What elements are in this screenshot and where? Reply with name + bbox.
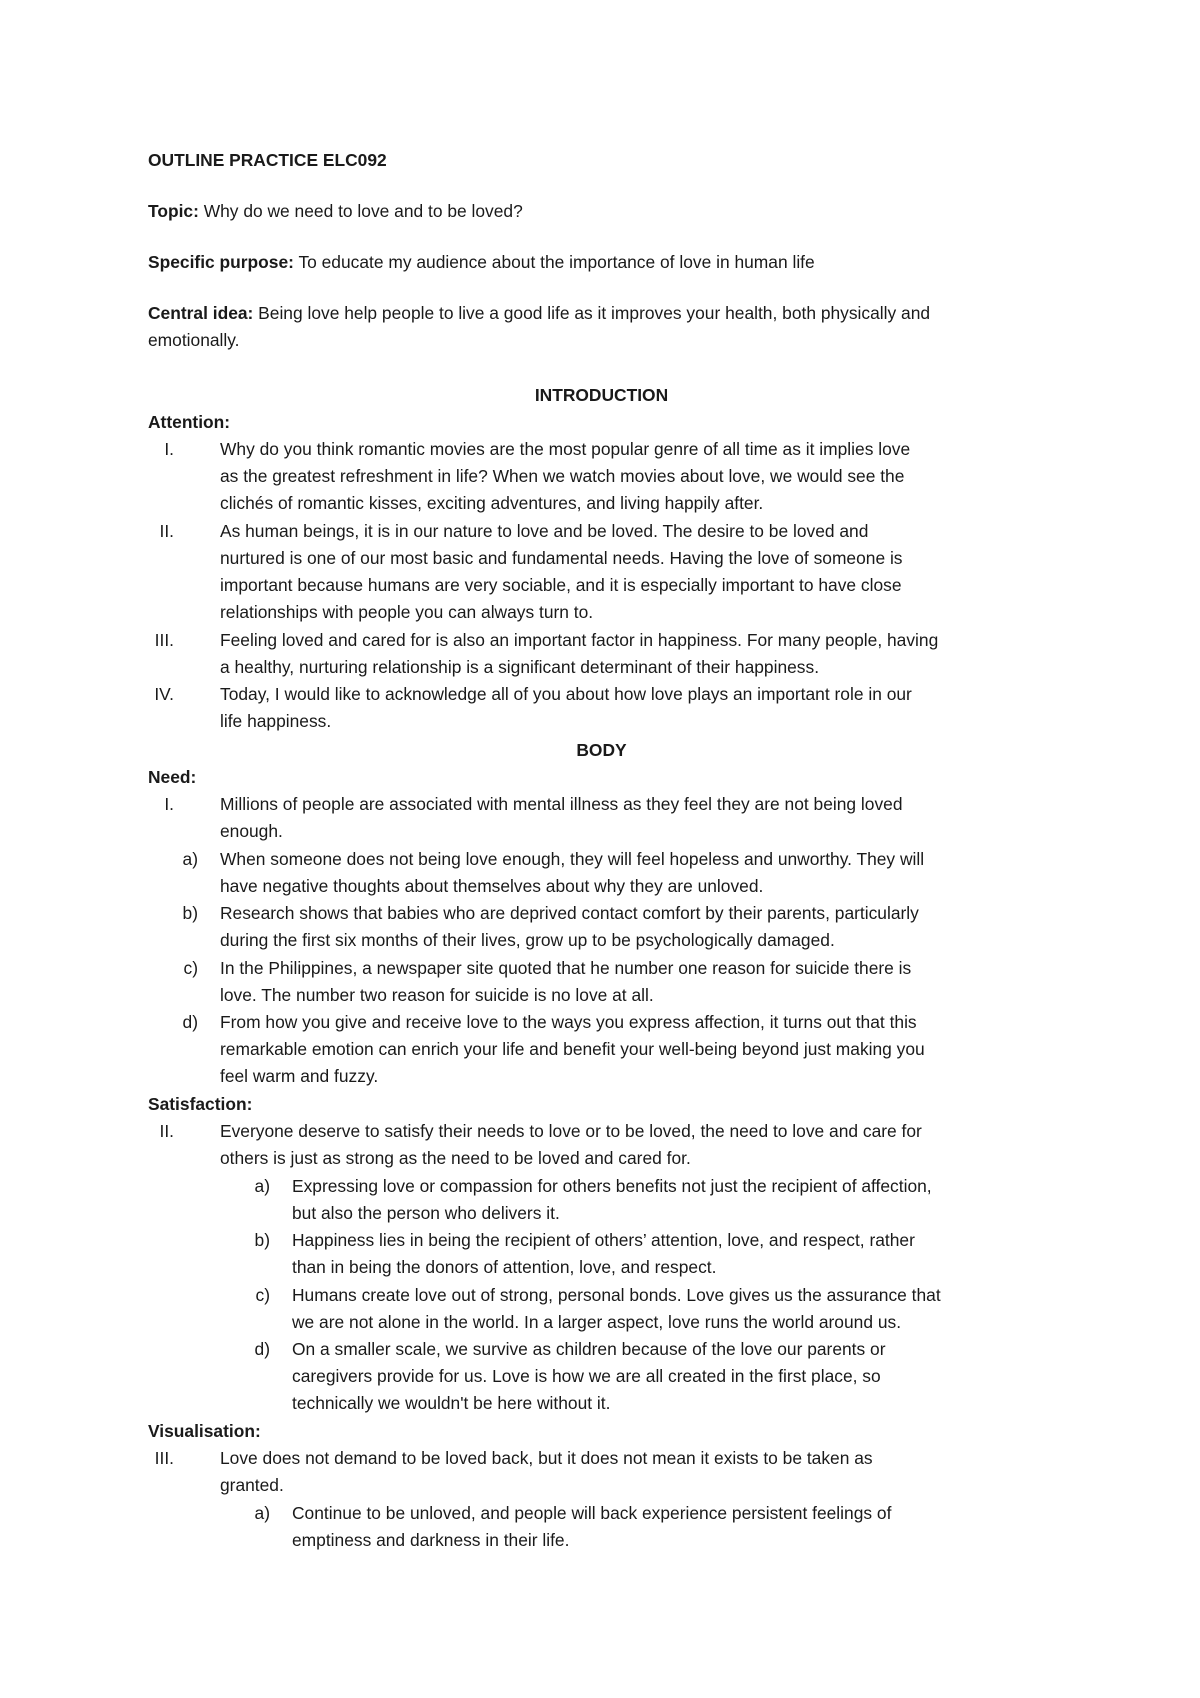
- list-marker: c): [183, 957, 198, 978]
- list-marker: b): [254, 1230, 270, 1250]
- list-item-text: [292, 1336, 886, 1418]
- text-line: clichés of romantic kisses, exciting adventures, and living happily after.: [220, 493, 764, 514]
- body-heading: BODY: [576, 740, 627, 760]
- central-idea-label: Central idea:: [148, 303, 254, 323]
- list-marker: a): [182, 848, 198, 869]
- text-line: Happiness lies in being the recipient of others’ attention, love, and respect, rather: [292, 1230, 915, 1250]
- text-line: Today, I would like to acknowledge all of you about how love plays an important role in our: [220, 684, 912, 705]
- list-item-text: [220, 1009, 925, 1091]
- specific-purpose-line: [148, 249, 815, 276]
- text-line: important because humans are very sociable, and it is especially important to have close: [220, 575, 902, 596]
- text-line: relationships with people you can always turn to.: [220, 602, 594, 623]
- text-line: remarkable emotion can enrich your life and benefit your well-being beyond just making you: [220, 1039, 925, 1060]
- attention-label: Attention:: [148, 412, 231, 432]
- list-marker: IV.: [154, 684, 174, 705]
- text-line: feel warm and fuzzy.: [220, 1066, 379, 1087]
- list-item-text: [220, 518, 903, 627]
- list-marker: I.: [164, 794, 174, 814]
- text-line: technically we wouldn't be here without it.: [292, 1393, 611, 1414]
- text-line: When someone does not being love enough, they will feel hopeless and unworthy. They will: [220, 848, 925, 869]
- text-line: as the greatest refreshment in life? When we watch movies about love, we would see the: [220, 466, 905, 487]
- text-line: Expressing love or compassion for others benefits not just the recipient of affection,: [292, 1175, 932, 1196]
- list-item-text: [292, 1282, 941, 1336]
- text-line: during the first six months of their lives, grow up to be psychologically damaged.: [220, 930, 835, 951]
- text-line: Feeling loved and cared for is also an important factor in happiness. For many people, having: [220, 629, 939, 650]
- list-marker: II.: [159, 520, 174, 541]
- list-item-text: [220, 846, 924, 900]
- text-line: but also the person who delivers it.: [292, 1202, 560, 1223]
- introduction-heading: INTRODUCTION: [534, 385, 669, 405]
- central-idea-line: [148, 300, 930, 327]
- text-line: life happiness.: [220, 711, 332, 732]
- list-item-text: [220, 900, 919, 954]
- list-marker: d): [254, 1339, 270, 1359]
- list-item-text: [220, 627, 938, 681]
- list-marker: III.: [154, 629, 174, 650]
- text-line: nurtured is one of our most basic and fundamental needs. Having the love of someone is: [220, 547, 903, 568]
- text-line: On a smaller scale, we survive as children because of the love our parents or: [292, 1339, 886, 1359]
- text-line: Millions of people are associated with mental illness as they feel they are not being loved: [220, 794, 903, 814]
- list-marker: b): [182, 903, 198, 923]
- list-marker: I.: [164, 439, 174, 459]
- text-line: In the Philippines, a newspaper site quoted that he number one reason for suicide there is: [220, 957, 912, 978]
- text-line: Humans create love out of strong, personal bonds. Love gives us the assurance that: [292, 1284, 941, 1305]
- need-label: Need:: [148, 767, 197, 787]
- text-line: enough.: [220, 821, 283, 842]
- text-line: caregivers provide for us. Love is how we are all created in the first place, so: [292, 1366, 881, 1387]
- text-line: Research shows that babies who are deprived contact comfort by their parents, particularly: [220, 903, 919, 923]
- text-line: Continue to be unloved, and people will back experience persistent feelings of: [292, 1502, 892, 1523]
- topic-label: Topic:: [148, 201, 199, 221]
- list-marker: II.: [159, 1121, 174, 1141]
- text-line: Everyone deserve to satisfy their needs to love or to be loved, the need to love and care for: [220, 1121, 922, 1141]
- list-marker: a): [254, 1502, 270, 1523]
- text-line: As human beings, it is in our nature to love and be loved. The desire to be loved and: [220, 520, 869, 541]
- text-line: From how you give and receive love to the ways you express affection, it turns out that this: [220, 1012, 917, 1032]
- list-item-text: [292, 1173, 932, 1227]
- text-line: than in being the donors of attention, love, and respect.: [292, 1257, 717, 1278]
- list-marker: III.: [154, 1448, 174, 1468]
- list-item-text: [220, 791, 903, 845]
- text-line: have negative thoughts about themselves about why they are unloved.: [220, 875, 764, 896]
- topic-value: Why do we need to love and to be loved?: [198, 201, 523, 221]
- text-line: emptiness and darkness in their life.: [292, 1529, 570, 1550]
- list-marker: c): [255, 1284, 270, 1305]
- satisfaction-label: Satisfaction:: [148, 1094, 253, 1114]
- list-item-text: [220, 1118, 922, 1172]
- specific-purpose-label: Specific purpose:: [148, 252, 294, 272]
- topic-line: [148, 198, 523, 225]
- list-item-text: [292, 1227, 915, 1281]
- central-idea-value: Being love help people to live a good life as it improves your health, both physically and: [253, 303, 931, 323]
- text-line: love. The number two reason for suicide is no love at all.: [220, 984, 654, 1005]
- list-item-text: [220, 436, 910, 518]
- specific-purpose-value: To educate my audience about the importance of love in human life: [293, 252, 815, 272]
- list-item-text: [292, 1500, 891, 1554]
- text-line: Love does not demand to be loved back, but it does not mean it exists to be taken as: [220, 1448, 873, 1468]
- list-marker: d): [182, 1012, 198, 1032]
- list-item-text: [220, 1445, 873, 1499]
- list-item-text: [220, 681, 912, 735]
- text-line: a healthy, nurturing relationship is a significant determinant of their happiness.: [220, 656, 820, 677]
- text-line: granted.: [220, 1475, 284, 1496]
- visualisation-label: Visualisation:: [148, 1421, 261, 1441]
- list-item-text: [220, 955, 911, 1009]
- central-idea-continuation: emotionally.: [148, 330, 240, 350]
- text-line: we are not alone in the world. In a larger aspect, love runs the world around us.: [292, 1311, 902, 1332]
- document-title: OUTLINE PRACTICE ELC092: [148, 150, 387, 170]
- list-marker: a): [254, 1175, 270, 1196]
- text-line: others is just as strong as the need to be loved and cared for.: [220, 1148, 691, 1169]
- text-line: Why do you think romantic movies are the most popular genre of all time as it implies love: [220, 439, 911, 459]
